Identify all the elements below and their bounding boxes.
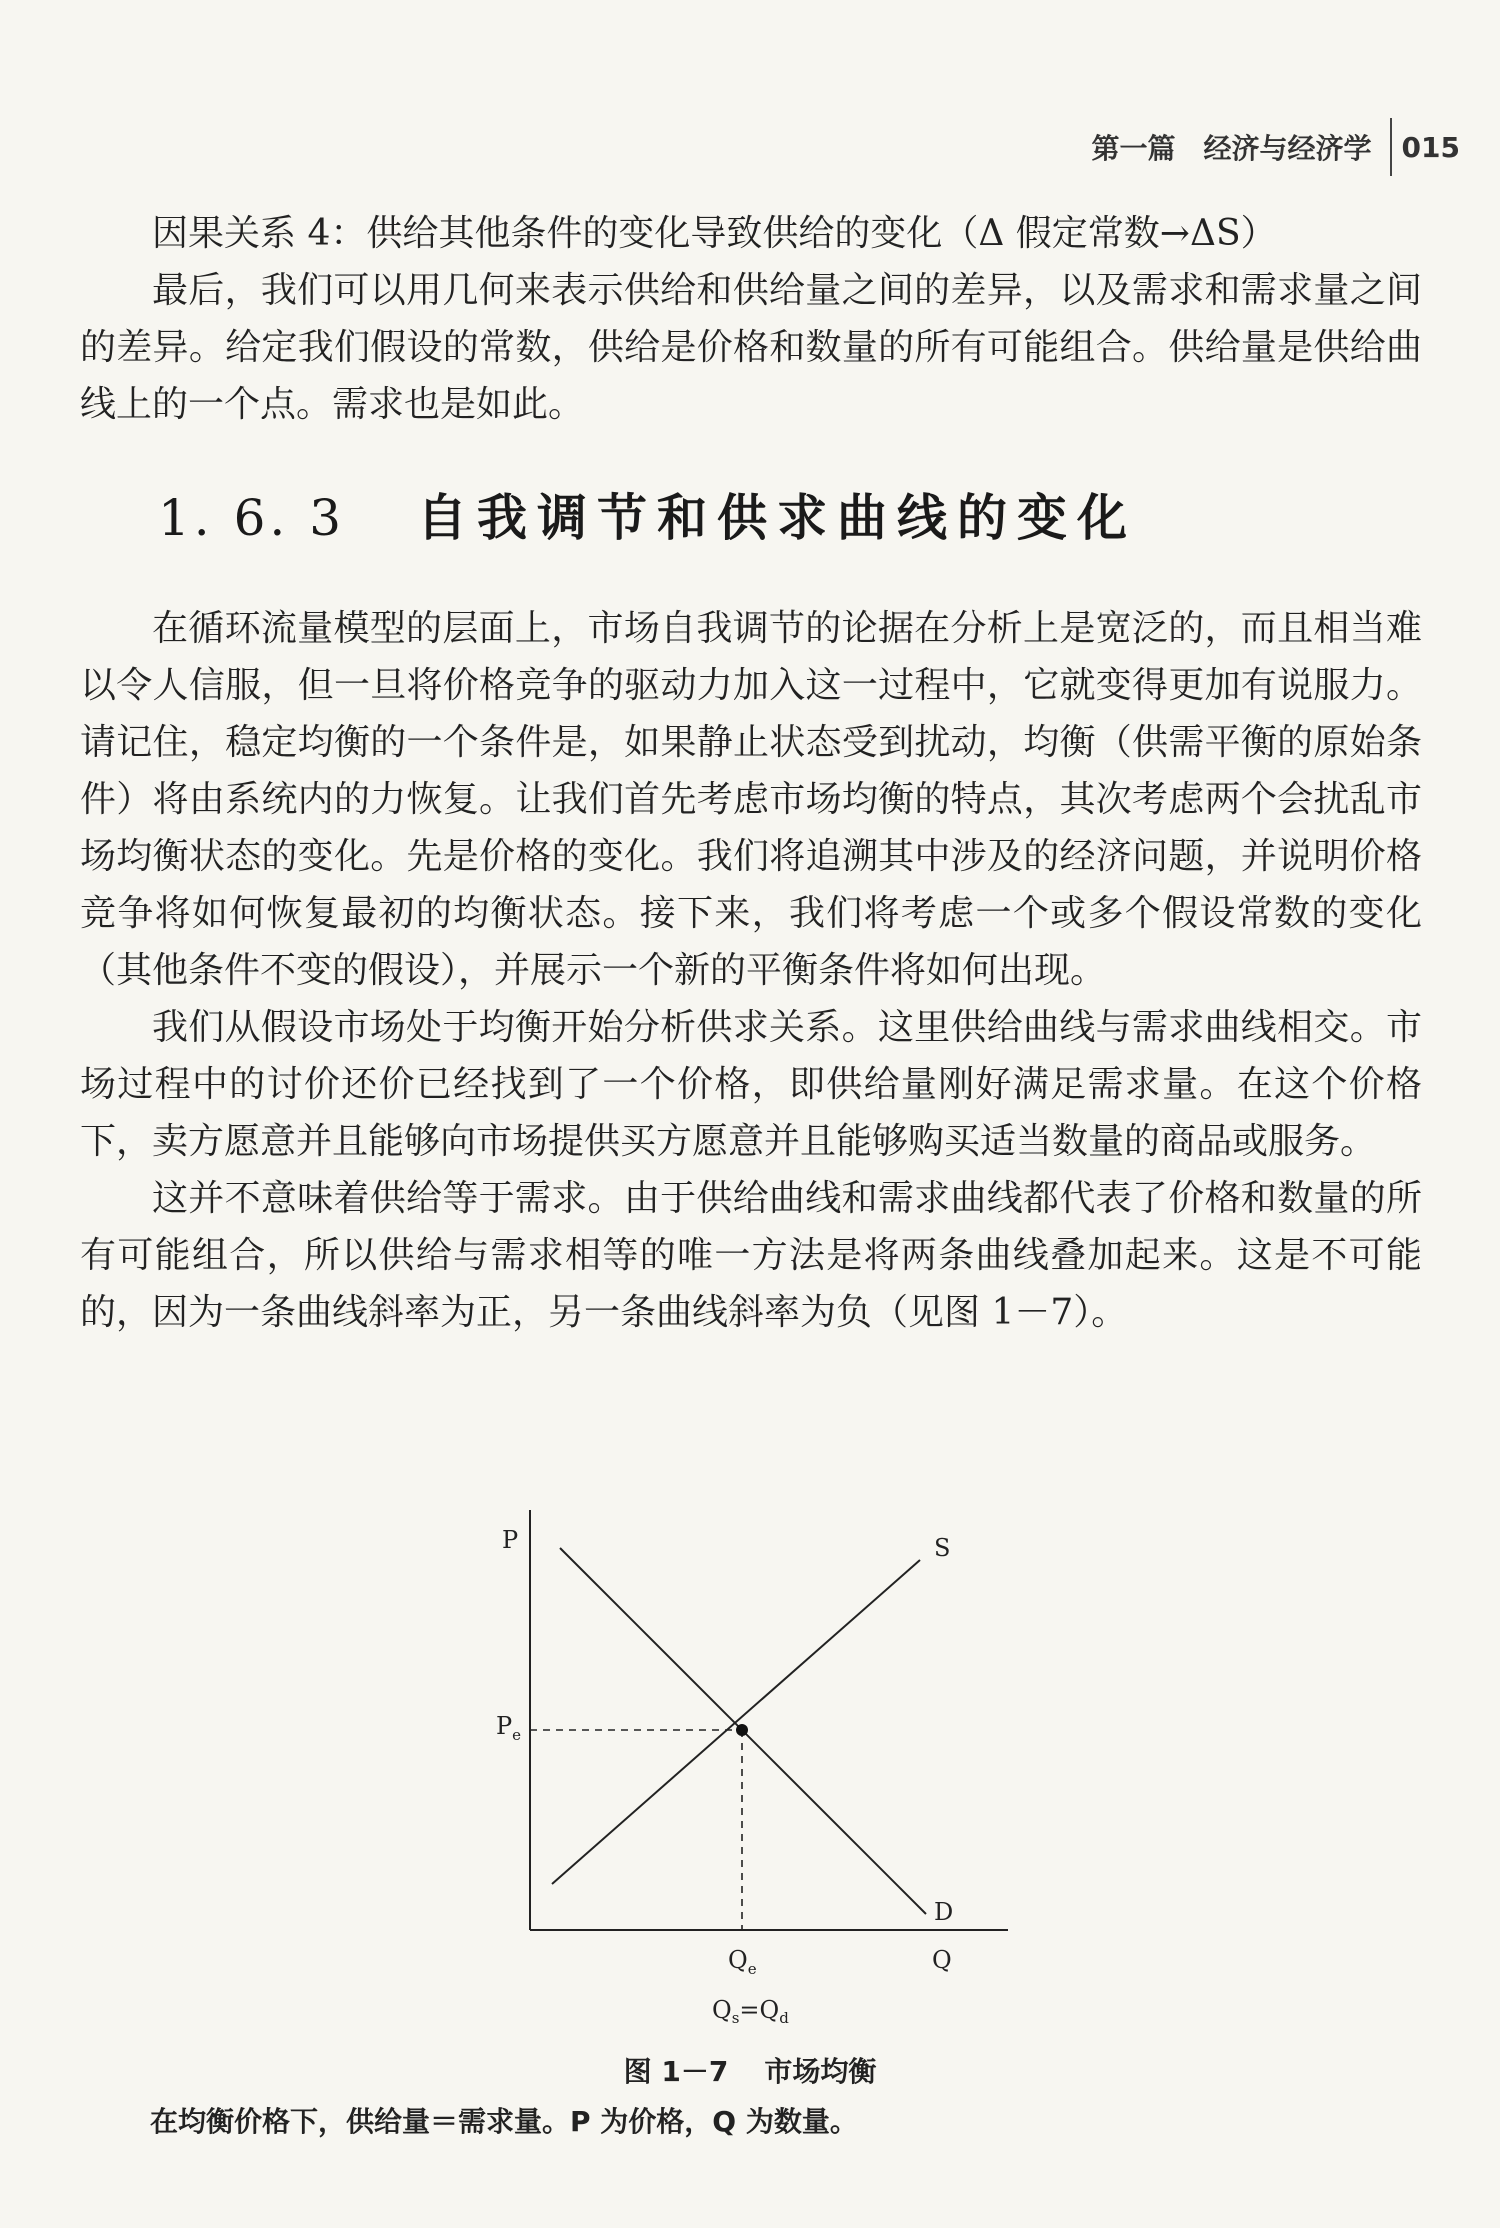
qty-eq-sub: e [747, 1960, 757, 1978]
running-header [1092, 118, 1460, 176]
section-heading [158, 478, 1137, 550]
chapter-title: 第一篇 经济与经济学 [1091, 132, 1372, 165]
paragraph: 因果关系 4：供给其他条件的变化导致供给的变化（Δ 假定常数→ΔS） [152, 213, 1277, 254]
price-eq-label [496, 1712, 521, 1744]
supply-demand-diagram [480, 1490, 1020, 2050]
equality-label [712, 1996, 789, 2027]
supply-curve [552, 1560, 920, 1884]
caption-number: 图 1－7 [623, 2055, 729, 2088]
qty-eq-letter: Q [728, 1946, 748, 1974]
paragraph: 在循环流量模型的层面上，市场自我调节的论据在分析上是宽泛的，而且相当难以令人信服，但一旦将价格竞争的驱动力加入这一过程中，它就变得更加有说服力。请记住，稳定均衡的一个条件是，如果静止状态受到扰动，均衡（供需平衡的原始条件）将由系统内的力恢复。让我们首先考虑市场均衡的特点，其次考虑两个会扰乱市场均衡状态的变化。先是价格的变化。我们将追溯其中涉及的经济问题，并说明价格竞争将如何恢复最初的均衡状态。接下来，我们将考虑一个或多个假设常数的变化（其他条件不变的假设），并展示一个新的平衡条件将如何出现。 [80, 608, 1422, 991]
equality-sub2: d [779, 2009, 789, 2027]
figure-note: 在均衡价格下，供给量＝需求量。P 为价格，Q 为数量。 [150, 2105, 858, 2138]
figure-caption [0, 2050, 1500, 2090]
page-number: 015 [1401, 130, 1460, 164]
main-text [80, 600, 1422, 1341]
paragraph: 这并不意味着供给等于需求。由于供给曲线和需求曲线都代表了价格和数量的所有可能组合，所以供给与需求相等的唯一方法是将两条曲线叠加起来。这是不可能的，因为一条曲线斜率为正，另一条曲线斜率为负（见图 1－7）。 [80, 1178, 1422, 1333]
intro-text [80, 205, 1422, 433]
section-title: 自我调节和供求曲线的变化 [417, 488, 1138, 547]
header-divider [1390, 118, 1392, 176]
paragraph: 最后，我们可以用几何来表示供给和供给量之间的差异，以及需求和需求量之间的差异。给定我们假设的常数，供给是价格和数量的所有可能组合。供给量是供给曲线上的一个点。需求也是如此。 [80, 270, 1422, 425]
caption-title: 市场均衡 [764, 2055, 877, 2088]
section-number: 1. 6. 3 [158, 489, 346, 547]
supply-label: S [934, 1534, 951, 1562]
equality-sub1: s [731, 2009, 740, 2027]
demand-label: D [934, 1898, 954, 1926]
x-axis-label: Q [932, 1946, 952, 1974]
paragraph: 我们从假设市场处于均衡开始分析供求关系。这里供给曲线与需求曲线相交。市场过程中的讨价还价已经找到了一个价格，即供给量刚好满足需求量。在这个价格下，卖方愿意并且能够向市场提供买方愿意并且能够购买适当数量的商品或服务。 [80, 1007, 1422, 1162]
y-axis-label: P [502, 1526, 519, 1554]
equality-q1: Q [712, 1996, 732, 2024]
price-eq-sub: e [512, 1726, 522, 1744]
price-eq-letter: P [496, 1712, 513, 1740]
qty-eq-label [728, 1946, 757, 1978]
supply-demand-figure [480, 1490, 1020, 2050]
equality-eq: =Q [739, 1996, 780, 2024]
equilibrium-point [736, 1724, 748, 1736]
